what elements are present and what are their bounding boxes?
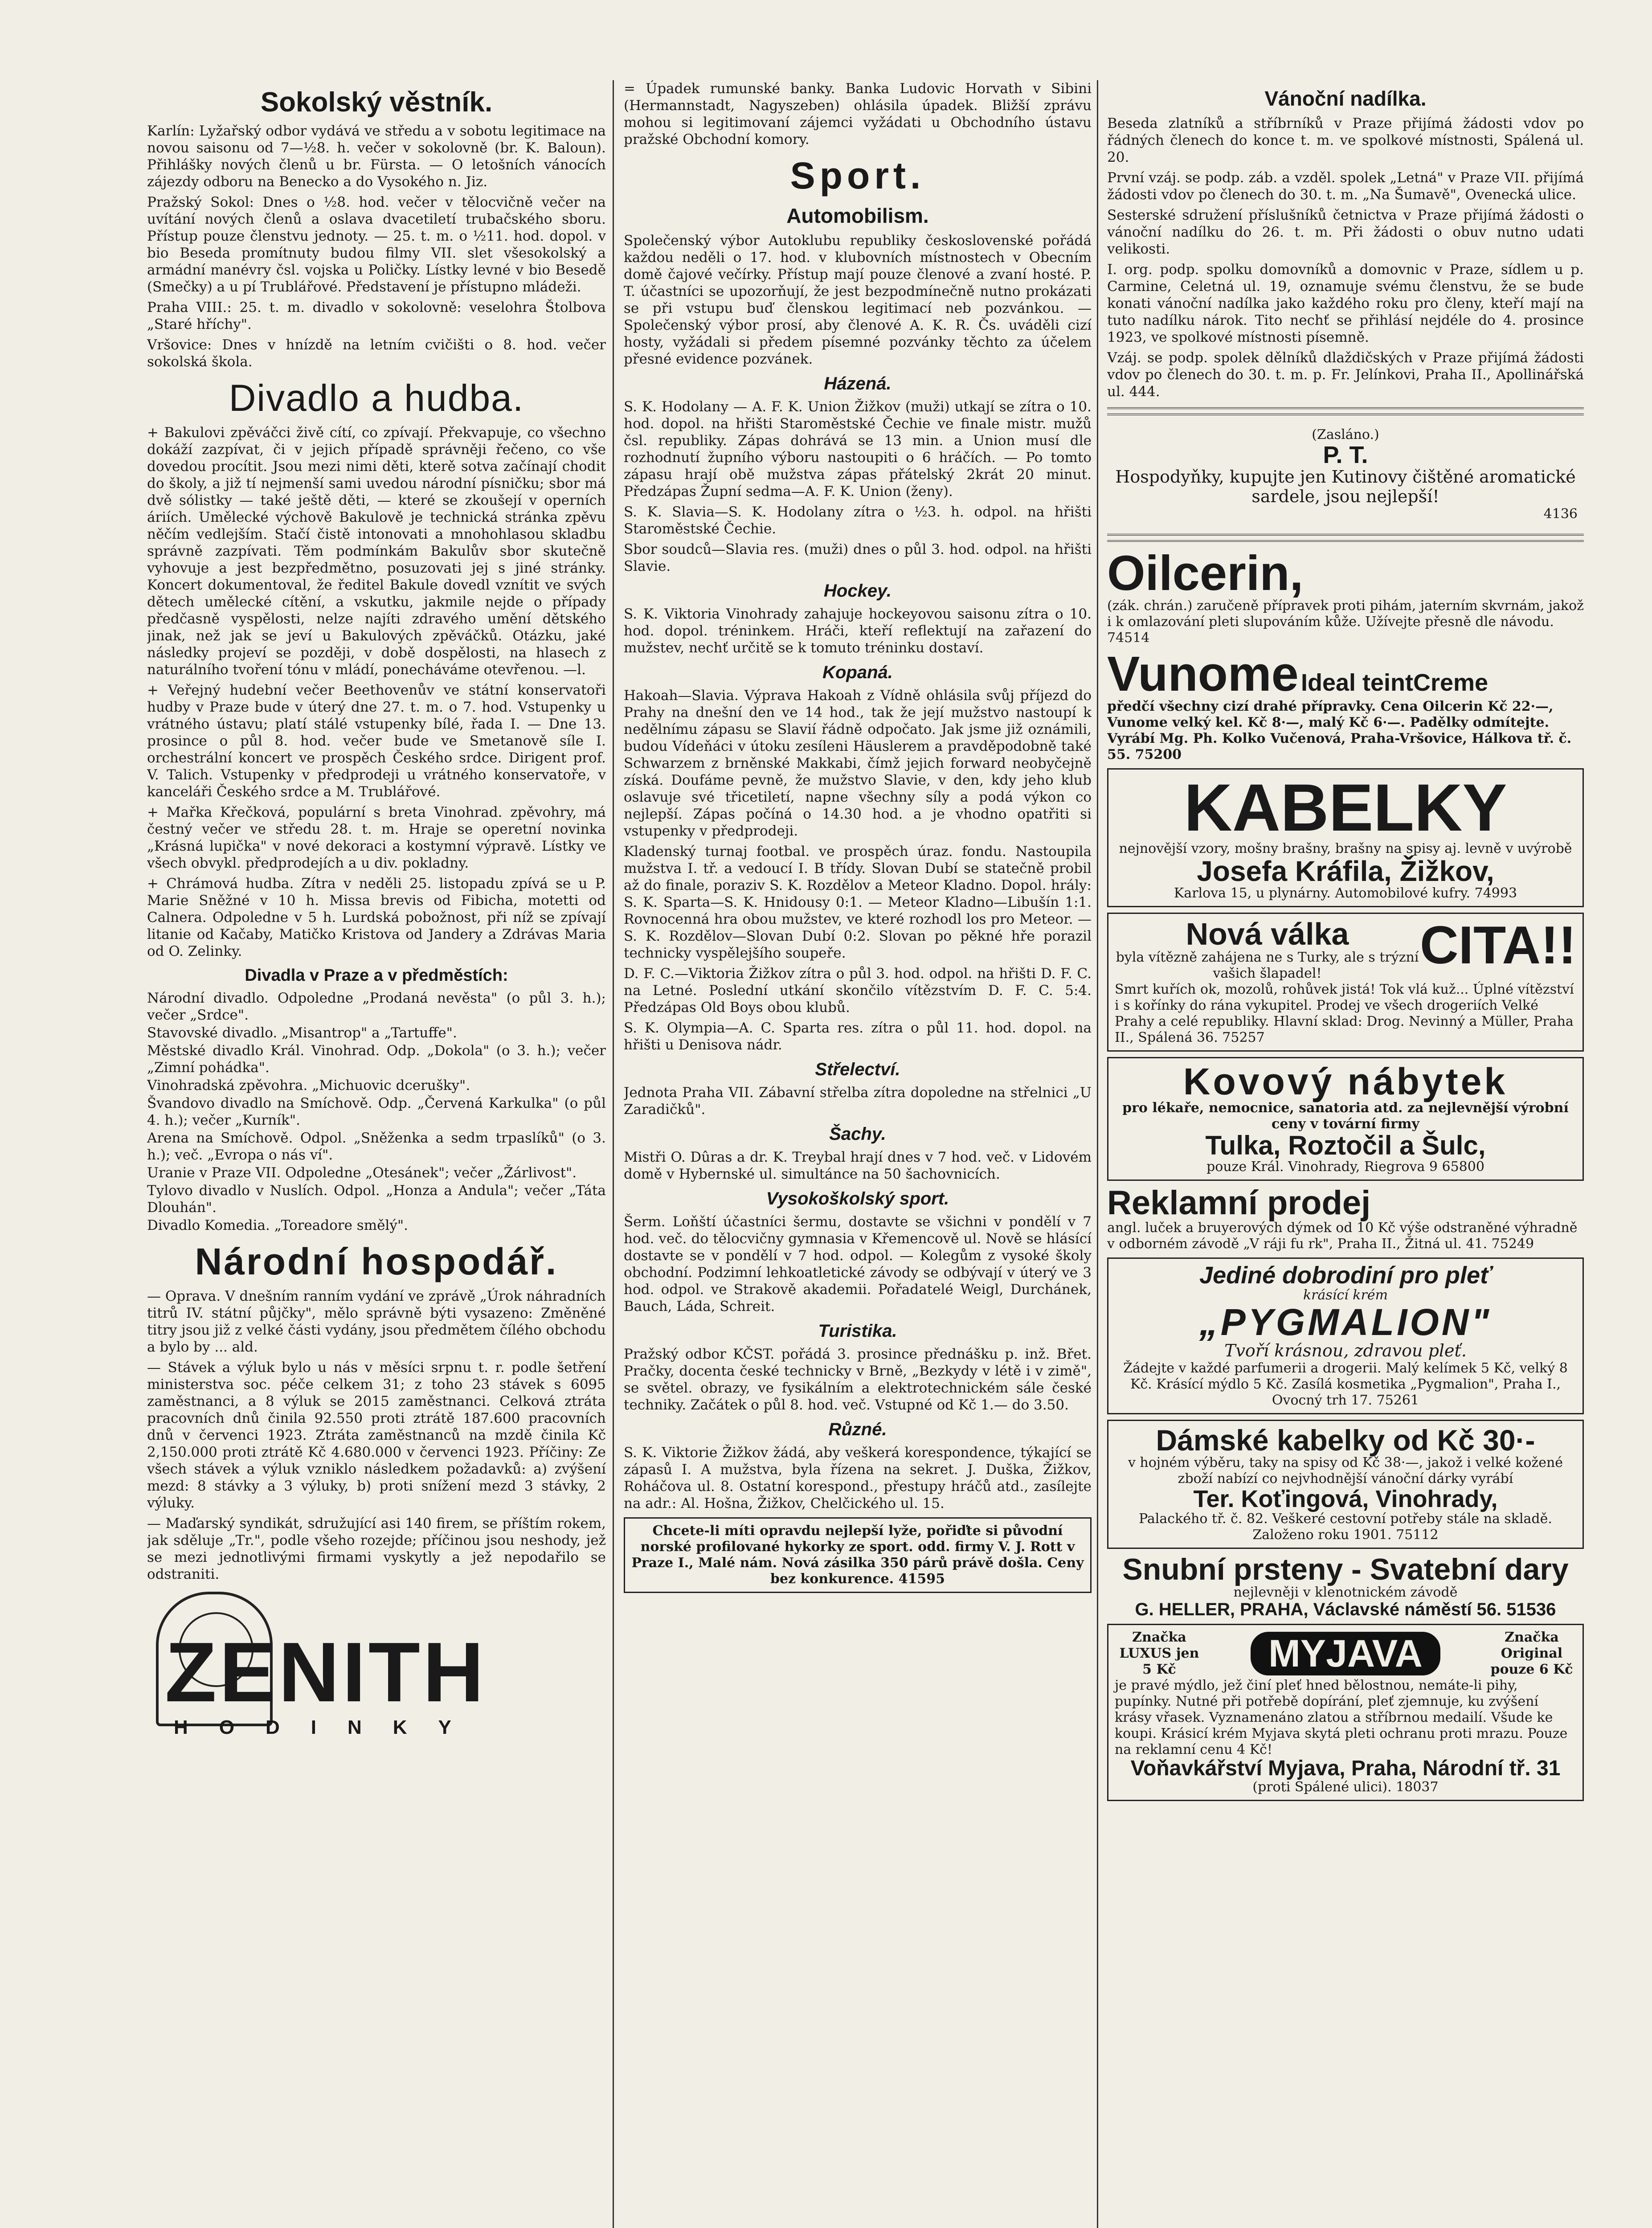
section-paragraph: Jednota Praha VII. Zábavní střelba zítra dopoledne na střelnici „U Zaradičků".: [624, 1085, 1092, 1118]
section-paragraph: S. K. Viktoria Vinohrady zahajuje hockeyovou saisonu zítra o 10. hod. dopol. tréninkem. Hráči, kteří reflektují na zařazení do mužstev, nechť určitě se k tomuto tréninku dostaví.: [624, 606, 1092, 656]
oilcerin-text: (zák. chrán.) zaručeně přípravek proti pihám, jaterním skvrnám, jakož i k omlazování pleti slupováním kůže. Užívejte přesně dle návodu. 74514: [1107, 598, 1584, 646]
kabelky-side: nejnovější vzory, mošny brašny, brašny na spisy aj. levně v uvýrobě: [1119, 841, 1572, 856]
section-paragraph: Mistři O. Dûras a dr. K. Treybal hrají dnes v 7 hod. več. v Lidovém domě v Hybernské ul. simultánce na 50 šachovnicích.: [624, 1149, 1092, 1182]
vunome-text: předčí všechny cizí drahé přípravky. Cena Oilcerin Kč 22·—, Vunome velký kel. Kč 8·—, malý Kč 6·—. Padělky odmítejte. Vyrábí Mg. Ph. Kolko Vučenová, Praha-Vršovice, Hálkova tř. č. 55. 75200: [1107, 699, 1572, 762]
section-paragraph: S. K. Hodolany — A. F. K. Union Žižkov (muži) utkají se zítra o 10. hod. dopol. na hřišti Staroměstské Čechie ve finale mistr. mužů čsl. republiky. Zápas dohrává se 13 min. a Union musí dle rozhodnutí župního výboru nastoupiti o 6 hráčích. — Po tomto zápasu hrají obě mužstva zápas přátelský 2krát 20 minut. Předzápas Župní sedma—A. F. K. Union (ženy).: [624, 399, 1092, 500]
zaslano-text: Hospodyňky, kupujte jen Kutinovy čištěné aromatické sardele, jsou nejlepší!: [1115, 467, 1576, 506]
section-heading: Automobilism.: [786, 204, 929, 227]
sokol-heading: Sokolský věstník.: [260, 87, 493, 118]
reklamni-ad: [1107, 1186, 1584, 1252]
vunome-ad: [1107, 647, 1584, 763]
column-right: [1107, 80, 1584, 2228]
divadlo-paragraph: + Chrámová hudba. Zítra v neděli 25. listopadu zpívá se u P. Marie Sněžné v 10 h. Missa brevis od Fibicha, motetti od Calnera. Odpoledne v 5 h. Lurdská pobožnost, při níž se zpívají litanie od Kačaby, Matičko Kristova od Jandery a Zdrávas Maria od O. Zelinky.: [147, 876, 606, 959]
divadlo-paragraph: + Mařka Křečková, populární s breta Vinohrad. zpěvohry, má čestný večer ve středu 28. t. m. Hraje se operetní novinka „Krásná lupička" v nové dekoraci a kostymní výpravě. Lístky ve všech obvykl. předprodejích a u div. pokladny.: [147, 804, 606, 871]
nadilka-paragraph: Beseda zlatníků a stříbrníků v Praze přijímá žádosti vdov po řádných členech do konce t. m. ve spolkové místnosti, Spálená ul. 20.: [1107, 115, 1584, 165]
myjava-luxus: Značka LUXUS jen 5 Kč: [1119, 1630, 1199, 1677]
myjava-ad: [1107, 1624, 1584, 1801]
nabytek-ad: [1107, 1057, 1584, 1181]
hospodar-paragraph: — Oprava. V dnešním ranním vydání ve zprávě „Úrok náhradních titrů IV. státní půjčky", mělo správně býti vysazeno: Změněné titry jsou již z velké části vydány, jsou předmětem čílého obchodu a bylo by ... ald.: [147, 1288, 606, 1355]
section-paragraph: Společenský výbor Autoklubu republiky československé pořádá každou neděli o 17. hod. v klubovních místnostech v Obecním domě čajové večírky. Přístup mají pouze členové a zvaní hosté. P. T. účastníci se upozorňují, že jest bezpodmínečně nutno prokázati se při vstupu buď členskou legitimací neb pozvánkou. — Společenský výbor prosí, aby členové A. K. R. Čs. uváděli cizí hosty, vyžádali si předem písemné pozvánky těchto za účelem přesné evidence pozvánek.: [624, 233, 1092, 367]
cita-title: CITA!!: [1420, 915, 1576, 975]
nadilka-paragraph: Sesterské sdružení příslušníků četnictva v Praze přijímá žádosti o vánoční nadílku do 26. t. m. Při žádosti o obuv nutno udati velikosti.: [1107, 207, 1584, 257]
section-heading: Házená.: [824, 374, 891, 393]
zaslano-number: 4136: [1543, 506, 1578, 522]
section-paragraph: D. F. C.—Viktoria Žižkov zítra o půl 3. hod. odpol. na hřišti D. F. C. na Letné. Poslední utkání skončilo vítězstvím D. F. C. 5:4. Předzápas Old Boys obou klubů.: [624, 966, 1092, 1016]
pygmalion-ad: [1107, 1257, 1584, 1414]
vunome-tagline: Ideal teintCreme: [1300, 669, 1488, 696]
damske-text: v hojném výběru, taky na spisy od Kč 38·—, jakož i velké kožené zboží nabízí co nejvhodnější vánoční dárky vyrábí: [1128, 1455, 1563, 1487]
zaslano-title: P. T.: [1323, 442, 1368, 468]
section-heading: Kopaná.: [822, 663, 893, 682]
nabytek-title: Kovový nábytek: [1183, 1061, 1508, 1102]
zenith-ad: [147, 1592, 606, 1739]
hospodar-paragraph: — Stávek a výluk bylo u nás v měsíci srpnu t. r. podle šetření ministerstva soc. péče celkem 31; z toho 23 stávek s 6095 zaměstnanci, a 8 výluk se 2015 zaměstnanci. Celková ztráta pracovních dnů činila 92.550 proti ztrátě 187.600 pracovních dnů v červenci 1923. Ztráta zaměstnanců na mzdě činila Kč 2,150.000 proti ztrátě Kč 4.680.000 v červenci 1923. Příčiny: Ze všech stávek a výluk vzniklo následkem požadavků: a) zvýšení mezd: 8 stávky a 3 výluky, b) proti snížení mezd 3 stávky, 2 výluky.: [147, 1360, 606, 1511]
nadilka-heading: Vánoční nadílka.: [1264, 87, 1427, 110]
section-heading: Různé.: [828, 1420, 887, 1439]
section-paragraph: S. K. Slavia—S. K. Hodolany zítra o ½3. h. odpol. na hřišti Staroměstské Čechie.: [624, 504, 1092, 537]
section-paragraph: S. K. Olympia—A. C. Sparta res. zítra o půl 11. hod. dopol. na hřišti u Denisova nádr.: [624, 1020, 1092, 1053]
section-paragraph: Pražský odbor KČST. pořádá 3. prosince přednášku p. inž. Břet. Pračky, docenta české technicky v Brně, „Bezkydy v létě i v zimě", se světel. obrazy, ve fysikálním a elektrotechnickém sále české techniky. Začátek o půl 8. hod. več. Vstupné od Kč 1.— do 3.50.: [624, 1346, 1092, 1413]
oilcerin-ad: [1107, 546, 1584, 646]
kabelky-title: KABELKY: [1184, 770, 1507, 845]
prsteny-firm: G. HELLER, PRAHA, Václavské náměstí 56. 51536: [1135, 1600, 1556, 1619]
prsteny-title: Snubní prsteny - Svatební dary: [1122, 1552, 1569, 1586]
divadlo-paragraph: + Veřejný hudební večer Beethovenův ve státní konservatoři hudby v Praze bude v úterý dne 27. t. m. o 7. hod. Vstupenky u vrátného ústavu; platí stálé vstupenky bílé, řada I. — Dne 13. prosince o půl 8. hod. večer bude ve Smetanově síle I. orchestrální koncert ve prospěch Českého srdce. Dirigent prof. V. Talich. Vstupenky v předprodeji u vrátného konservatoře, v kanceláři Českého srdce a M. Trublářové.: [147, 682, 606, 800]
pygmalion-sub: krásící krém: [1303, 1287, 1388, 1303]
theatre-item: Švandovo divadlo na Smíchově. Odp. „Červená Karkulka" (o půl 4. h.); večer „Kurník".: [147, 1095, 606, 1128]
column-left: [147, 80, 606, 2228]
theatre-item: Tylovo divadlo v Nuslích. Odpol. „Honza a Andula"; večer „Táta Dlouhán".: [147, 1183, 606, 1216]
pygmalion-tagline: Tvoří krásnou, zdravou pleť.: [1224, 1341, 1467, 1360]
section-paragraph: S. K. Viktorie Žižkov žádá, aby veškerá korespondence, týkající se zápasů I. A mužstva, byla řízena na sekret. J. Duška, Žižkov, Roháčova ul. 8. Ostatní korespond., přestupy hráčů atd., zasílejte na adr.: Al. Hošna, Žižkov, Chelčického ul. 15.: [624, 1445, 1092, 1511]
zenith-subtitle: HODINKY: [174, 1716, 483, 1738]
kabelky-firm: Josefa Kráfila, Žižkov,: [1197, 855, 1494, 887]
nabytek-firm: Tulka, Roztočil a Šulc,: [1205, 1130, 1486, 1160]
theatre-item: Uranie v Praze VII. Odpoledne „Otesánek"; večer „Žárlivost".: [147, 1165, 577, 1181]
theatre-list: [147, 990, 606, 1234]
oilcerin-brand: Oilcerin,: [1107, 546, 1304, 601]
section-paragraph: Šerm. Loňští účastníci šermu, dostavte se všichni v pondělí v 7 hod. več. do tělocvičny gymnasia v Křemencově ul. Nově se hlásící dostavte se v pondělí v 7 hod. odpol. — Kolegům z vysoké školy obchodní. Podzimní lehkoatletické závody se odbývají v úterý ve 3 hod. odpol. ve Strakově akademii. Pořadatelé Weigl, Durchánek, Bauch, Láda, Schreit.: [624, 1214, 1092, 1315]
valka-side: byla vítězně zahájena ne s Turky, ale s trýzní vašich šlapadel!: [1116, 950, 1419, 981]
damske-title: Dámské kabelky od Kč 30·-: [1156, 1424, 1535, 1457]
prsteny-text: nejlevněji v klenotnickém závodě: [1233, 1585, 1458, 1600]
column-rule: [613, 80, 614, 2228]
section-paragraph: Sbor soudců—Slavia res. (muži) dnes o půl 3. hod. odpol. na hřišti Slavie.: [624, 541, 1092, 574]
nabytek-text: pro lékaře, nemocnice, sanatoria atd. za nejlevnější výrobní ceny v tovární firmy: [1122, 1100, 1569, 1132]
kabelky-ad: [1107, 768, 1584, 907]
cita-text: Smrt kuřích ok, mozolů, rohůvek jistá! Tok vlá kuž... Úplné vítězství i s kořínky do rána vykupitel. Prodej ve všech drogeriích Velké Prahy a celé republiky. Hlavní sklad: Drog. Nevinný a Müller, Praha II., Spálená 36. 75257: [1115, 982, 1574, 1045]
zenith-brand: ZENITH: [165, 1625, 487, 1720]
pygmalion-text: Žádejte v každé parfumerii a drogerii. Malý kelímek 5 Kč, velký 8 Kč. Krásící mýdlo 5 Kč. Zasílá kosmetika „Pygmalion", Praha I., Ovocný trh 17. 75261: [1123, 1360, 1568, 1408]
pygmalion-intro: Jediné dobrodiní pro pleť: [1199, 1262, 1492, 1289]
section-heading: Vysokoškolský sport.: [766, 1189, 949, 1208]
nadilka-paragraph: Vzáj. se podp. spolek dělníků dlaždičských v Praze přijímá žádosti vdov po členech do 30. t. m. p. Fr. Jelínkovi, Praha II., Apollinářská ul. 444.: [1107, 350, 1584, 400]
lyze-ad: Chcete-li míti opravdu nejlepší lyže, pořiďte si původní norské profilované hykorky ze sport. odd. firmy V. J. Rott v Praze I., Malé nám. Nová zásilka 350 párů právě došla. Ceny bez konkurence. 41595: [624, 1517, 1092, 1593]
section-heading: Hockey.: [824, 581, 891, 601]
myjava-firm: Voňavkářství Myjava, Praha, Národní tř. 31: [1130, 1757, 1561, 1780]
pygmalion-name: „PYGMALION": [1199, 1301, 1492, 1343]
divadla-praha-heading: Divadla v Praze a v předměstích:: [245, 966, 508, 985]
theatre-item: Vinohradská zpěvohra. „Michuovic dcerušky".: [147, 1077, 470, 1094]
sokol-paragraph: Pražský Sokol: Dnes o ½8. hod. večer v tělocvičně večer na uvítání nových členů a oslava dvacetiletí trubačského sboru. Přístup pouze členstvu jednoty. — 25. t. m. o ½11. hod. dopol. v bio Beseda promítnuty budou filmy VII. slet všesokolský a armádní manévry čsl. vojska u Poličky. Lístky levné v bio Besedě (Smečky) a u pí Trublářové. Představení je přístupno mládeži.: [147, 194, 606, 295]
section-heading: Turistika.: [818, 1321, 897, 1341]
reklamni-text: angl. luček a bruyerových dýmek od 10 Kč výše odstraněné výhradně v odborném závodě „V ráji fu rk", Praha II., Žitná ul. 41. 75249: [1107, 1220, 1578, 1252]
upadek-paragraph: = Úpadek rumunské banky. Banka Ludovic Horvath v Sibini (Hermannstadt, Nagyszeben) ohlásila úpadek. Bližší zprávu mohou si legitimovaní zájemci vyžádati u Obchodního ústavu pražské Obchodní komory.: [624, 81, 1092, 147]
theatre-item: Arena na Smíchově. Odpol. „Sněženka a sedm trpaslíků" (o 3. h.); več. „Evropa o nás ví".: [147, 1130, 606, 1163]
cita-ad: [1107, 913, 1584, 1052]
myjava-original: Značka Original pouze 6 Kč: [1490, 1630, 1573, 1677]
ornament-divider: [1107, 534, 1584, 542]
valka-title: Nová válka: [1186, 917, 1349, 951]
zaslano-label: (Zasláno.): [1312, 427, 1379, 442]
section-heading: Střelectví.: [815, 1060, 900, 1079]
divadlo-paragraph: + Bakulovi zpěváčci živě cítí, co zpívají. Překvapuje, co všechno dokáží zazpívat, či v jejich případě správněji řečeno, co vše dovedou procítit. Jsou mezi nimi děti, kterě sotva začínají chodit do školy, a již tí nejmenší sami uvedou národní písničku; sbor má dvě sólistky — také ještě děti, — které se zkoušejí v operních áriích. Umělecké výchově Bakulově je technická stránka zpěvu něčím vedlejším. Stačí čistě intonovati a mnohohlasou skladbu správně zazpívati. Těm podmínkám Bakulův sbor skutečně vyhovuje a jest bezpředmětno, posuzovati jej s jiné stránky. Koncert dokumentoval, že ředitel Bakule dovedl vznítit ve svých dětech umělecké cítění, a vskutku, jakmile nejde o případy předčasně vyspělosti, nelze najíti zdravého umění dětského jinak, než jak se jeví u Bakulových zpěváčků. Otázku, jaké následky projeví se později, v době dospělosti, na hlasech z naturálního tvoření tónu v mládí, ponecháváme otevřenou. —l.: [147, 425, 606, 678]
sokol-paragraph: Karlín: Lyžařský odbor vydává ve středu a v sobotu legitimace na novou saisonu od 7—½8. h. večer v sokolovně (br. K. Baloun). Přihlášky nových členů u br. Fürsta. — O letošních vánocích zájezdy odboru na Benecko a do Vysokého n. Jiz.: [147, 123, 606, 190]
sport-heading: Sport.: [790, 155, 925, 197]
damske-address: Palackého tř. č. 82. Veškeré cestovní potřeby stále na skladě. Založeno roku 1901. 75112: [1139, 1511, 1552, 1543]
column-middle: [624, 80, 1092, 2228]
ornament-divider: [1107, 407, 1584, 415]
theatre-item: Městské divadlo Král. Vinohrad. Odp. „Dokola" (o 3. h.); večer „Zimní pohádka".: [147, 1043, 606, 1076]
section-heading: Šachy.: [829, 1124, 886, 1144]
section-paragraph: Kladenský turnaj footbal. ve prospěch úraz. fondu. Nastoupila mužstva I. tř. a vedoucí I. B třídy. Slovan Dubí se statečně probil až do finale, poraziv S. K. Rozdělov a Meteor Kladno. Dopol. hrály: S. K. Sparta—S. K. Hnidousy 0:1. — Meteor Kladno—Libušín 1:1. Rovnocenná hra obou mužstev, ve které rozhodl los pro Meteor. — S. K. Rozdělov—Slovan Dubí 0:2. Slovan po pěkné hře porazil technicky vyspělejšího soupeře.: [624, 844, 1092, 961]
nadilka-paragraph: I. org. podp. spolku domovníků a domovnic v Praze, sídlem u p. Carmine, Celetná ul. 19, oznamuje svému členstvu, že se bude konati vánoční nadílka jako každého roku pro členy, kteří mají na tuto nadílku nárok. Tito nechť se přihlásí nejdéle do 4. prosince 1923, ve spolkové místnosti písemně.: [1107, 262, 1584, 345]
myjava-address: (proti Spálené ulici). 18037: [1252, 1779, 1439, 1795]
kabelky-address: Karlova 15, u plynárny. Automobilové kufry. 74993: [1174, 885, 1517, 901]
hospodar-paragraph: — Maďarský syndikát, sdružující asi 140 firem, se příštím rokem, jak sděluje „Tr.", podle všeho rozejde; příčinou jsou neshody, jež se mezi jednotlivými firmami vyskytly a jež nepodařilo se odstraniti.: [147, 1515, 606, 1582]
vunome-brand: Vunome: [1107, 647, 1299, 701]
nadilka-paragraph: První vzáj. se podp. záb. a vzděl. spolek „Letná" v Praze VII. přijímá žádosti vdov po členech do 30. t. m. „Na Šumavě", Ovenecká ulice.: [1107, 170, 1584, 203]
sokol-paragraph: Vršovice: Dnes v hnízdě na letním cvičišti o 8. hod. večer sokolská škola.: [147, 337, 606, 370]
column-rule: [1097, 80, 1098, 2228]
reklamni-title: Reklamní prodej: [1107, 1184, 1371, 1222]
myjava-brand: MYJAVA: [1251, 1632, 1440, 1675]
sokol-paragraph: Praha VIII.: 25. t. m. divadlo v sokolovně: veselohra Štolbova „Staré hříchy".: [147, 299, 606, 332]
hospodar-heading: Národní hospodář.: [195, 1241, 558, 1282]
section-paragraph: Hakoah—Slavia. Výprava Hakoah z Vídně ohlásila svůj příjezd do Prahy na dnešní den ve 14 hod., tak že její mužstvo nastoupí k nedělnímu zápasu se Slavií řádně odpočato. Jak jsme již oznámili, budou Vídeňáci v útoku zesíleni Häuslerem a pravděpodobně také Schwarzem z brněnské Makkabi, čímž jejich forward neobyčejně získá. Doufáme pevně, že mužstvo Slavie, v den, kdy jeho klub oslavuje své třicetiletí, napne všechny síly a podá výkon co nejlepší. Zápas počíná o 14.30 hod. a je vhodno opatřiti si vstupenky v předprodeji.: [624, 688, 1092, 839]
divadlo-heading: Divadlo a hudba.: [229, 377, 524, 419]
damske-firm: Ter. Koťingová, Vinohrady,: [1193, 1486, 1498, 1512]
damske-ad: [1107, 1420, 1584, 1549]
theatre-item: Národní divadlo. Odpoledne „Prodaná nevěsta" (o půl 3. h.); večer „Srdce".: [147, 990, 606, 1023]
zaslano-notice: [1107, 422, 1584, 527]
nabytek-address: pouze Král. Vinohrady, Riegrova 9 65800: [1206, 1159, 1484, 1175]
prsteny-ad: [1107, 1554, 1584, 1618]
theatre-item: Divadlo Komedia. „Toreadore smělý".: [147, 1217, 408, 1233]
myjava-text: je pravé mýdlo, jež činí pleť hned bělostnou, nemáte-li pihy, pupínky. Nutné při potřebě dopírání, pleť zjemnuje, ku zvýšení krásy vřasek. Vyznamenáno zlatou a stříbrnou medailí. Všude ke koupi. Krásicí krém Myjava skytá pleti ochranu proti mrazu. Pouze na reklamní cenu 4 Kč!: [1115, 1678, 1568, 1757]
theatre-item: Stavovské divadlo. „Misantrop" a „Tartuffe".: [147, 1025, 457, 1041]
